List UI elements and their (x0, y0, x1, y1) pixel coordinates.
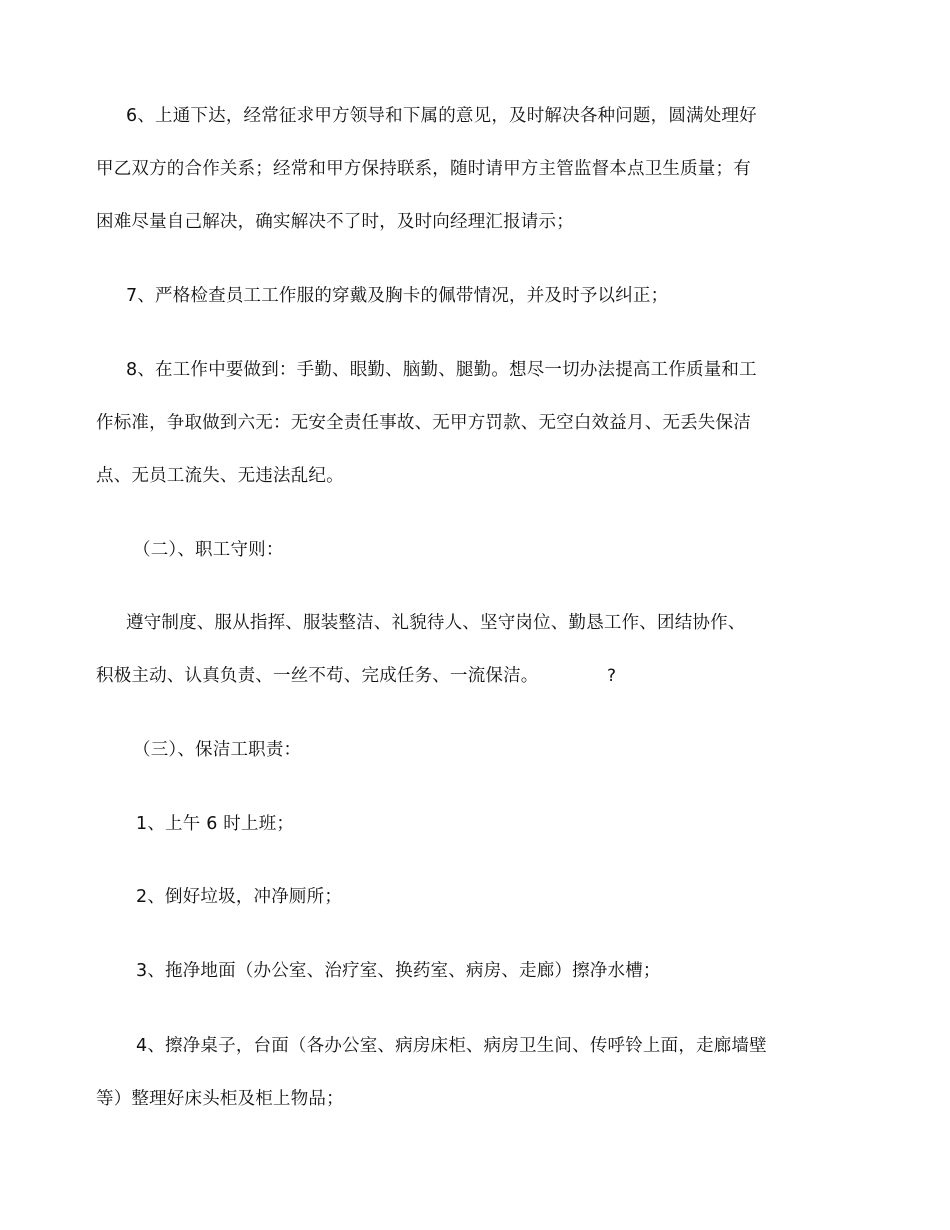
question-mark-glyph: ? (607, 666, 617, 686)
paragraph-6-line-2: 甲乙双方的合作关系；经常和甲方保持联系，随时请甲方主管监督本点卫生质量；有 (96, 159, 751, 179)
paragraph-6-line-1: 6、上通下达，经常征求甲方领导和下属的意见，及时解决各种问题，圆满处理好 (126, 106, 757, 126)
duty-item-4-line-2: 等）整理好床头柜及柜上物品； (96, 1089, 344, 1109)
section-heading-staff-rules: （二）、职工守则： (133, 540, 284, 560)
duty-item-4-line-1: 4、擦净桌子，台面（各办公室、病房床柜、病房卫生间、传呼铃上面，走廊墙壁 (136, 1036, 767, 1056)
duty-item-3: 3、拖净地面（办公室、治疗室、换药室、病房、走廊）擦净水槽； (136, 961, 661, 981)
duty-item-1: 1、上午 6 时上班； (136, 814, 295, 834)
paragraph-6-line-3: 困难尽量自己解决，确实解决不了时，及时向经理汇报请示； (96, 212, 574, 232)
staff-rules-line-2: 积极主动、认真负责、一丝不苟、完成任务、一流保洁。 (96, 666, 539, 686)
duty-item-2: 2、倒好垃圾，冲净厕所； (136, 887, 343, 907)
paragraph-7-line-1: 7、严格检查员工工作服的穿戴及胸卡的佩带情况，并及时予以纠正； (126, 286, 669, 306)
staff-rules-line-1: 遵守制度、服从指挥、服装整洁、礼貌待人、坚守岗位、勤恳工作、团结协作、 (126, 613, 746, 633)
paragraph-8-line-1: 8、在工作中要做到：手勤、眼勤、脑勤、腿勤。想尽一切办法提高工作质量和工 (126, 360, 757, 380)
paragraph-8-line-2: 作标准，争取做到六无：无安全责任事故、无甲方罚款、无空白效益月、无丢失保洁 (96, 413, 751, 433)
paragraph-8-line-3: 点、无员工流失、无违法乱纪。 (96, 466, 344, 486)
section-heading-cleaner-duties: （三）、保洁工职责： (133, 740, 302, 760)
